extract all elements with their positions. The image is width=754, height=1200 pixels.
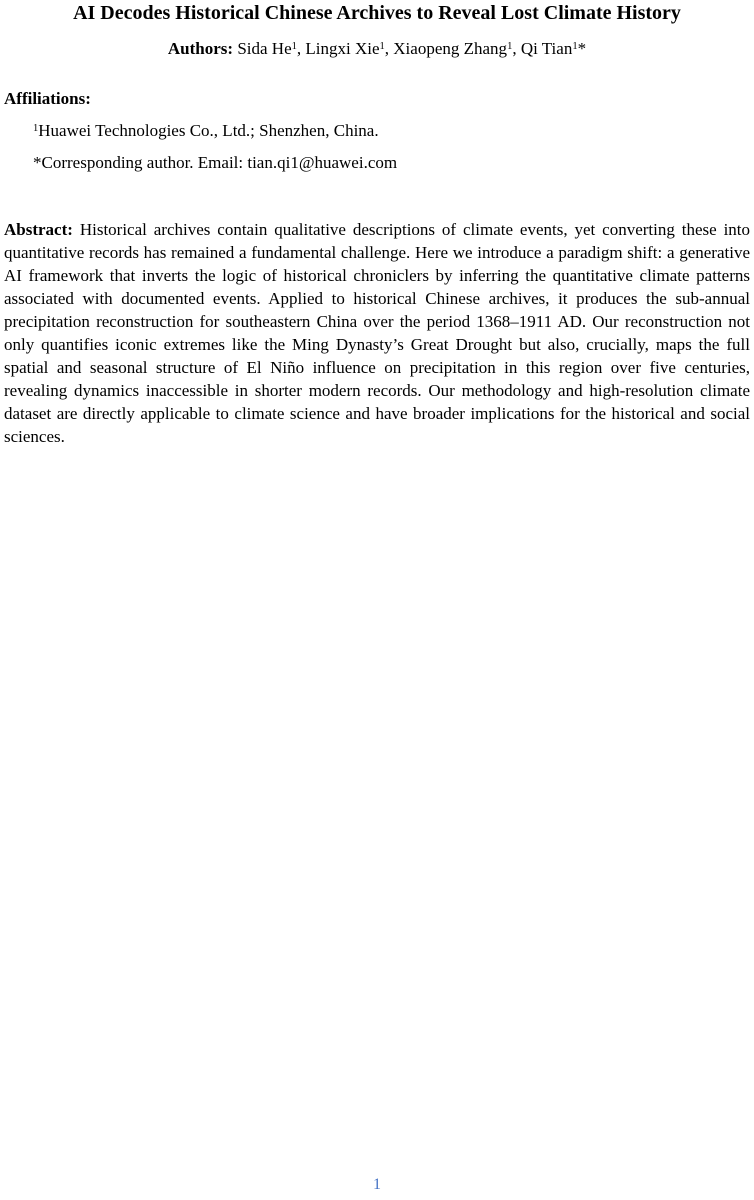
affiliation-text: Huawei Technologies Co., Ltd.; Shenzhen, China.	[38, 121, 379, 140]
author-name: Lingxi Xie	[305, 39, 380, 58]
authors-label: Authors:	[167, 39, 234, 58]
authors-line	[6, 38, 748, 60]
author-name: Xiaopeng Zhang	[393, 39, 508, 58]
affiliation-item	[33, 120, 750, 142]
abstract-text: Historical archives contain qualitative descriptions of climate events, yet converting these into quantitative records has remained a fundamental challenge. Here we introduce a paradigm shift: a generative AI framework that inverts the logic of historical chroniclers by inferring the quantitative climate patterns associated with documented events. Applied to historical Chinese archives, it produces the sub-annual precipitation reconstruction for southeastern China over the period 1368–1911 AD. Our reconstruction not only quantifies iconic extremes like the Ming Dynasty’s Great Drought but also, crucially, maps the full spatial and seasonal structure of El Niño influence on precipitation in this region over five centuries, revealing dynamics inaccessible in shorter modern records. Our methodology and high-resolution climate dataset are directly applicable to climate science and have broader implications for the historical and social sciences.	[4, 220, 751, 446]
paper-title: AI Decodes Historical Chinese Archives to Reveal Lost Climate History	[73, 2, 681, 24]
author-superscript: 1	[379, 41, 385, 53]
affiliation-item	[33, 152, 750, 174]
author-separator: ,	[296, 39, 306, 58]
author-superscript: 1	[572, 41, 578, 53]
author-name: Qi Tian	[520, 39, 573, 58]
affiliation-text: *Corresponding author. Email: tian.qi1@huawei.com	[33, 153, 398, 172]
affiliations-heading	[4, 88, 754, 110]
author-separator: ,	[512, 39, 521, 58]
author-superscript: 1	[291, 41, 297, 53]
corresponding-asterisk: *	[577, 39, 587, 58]
affiliations-heading-label: Affiliations:	[4, 89, 91, 108]
author-separator: ,	[384, 39, 394, 58]
page-number: 1	[373, 1176, 381, 1193]
author-superscript: 1	[507, 41, 513, 53]
page-footer	[0, 1176, 754, 1194]
author-name: Sida He	[237, 39, 292, 58]
abstract-label: Abstract:	[4, 220, 73, 239]
affiliation-superscript: 1	[33, 123, 39, 135]
abstract-paragraph	[4, 218, 750, 448]
